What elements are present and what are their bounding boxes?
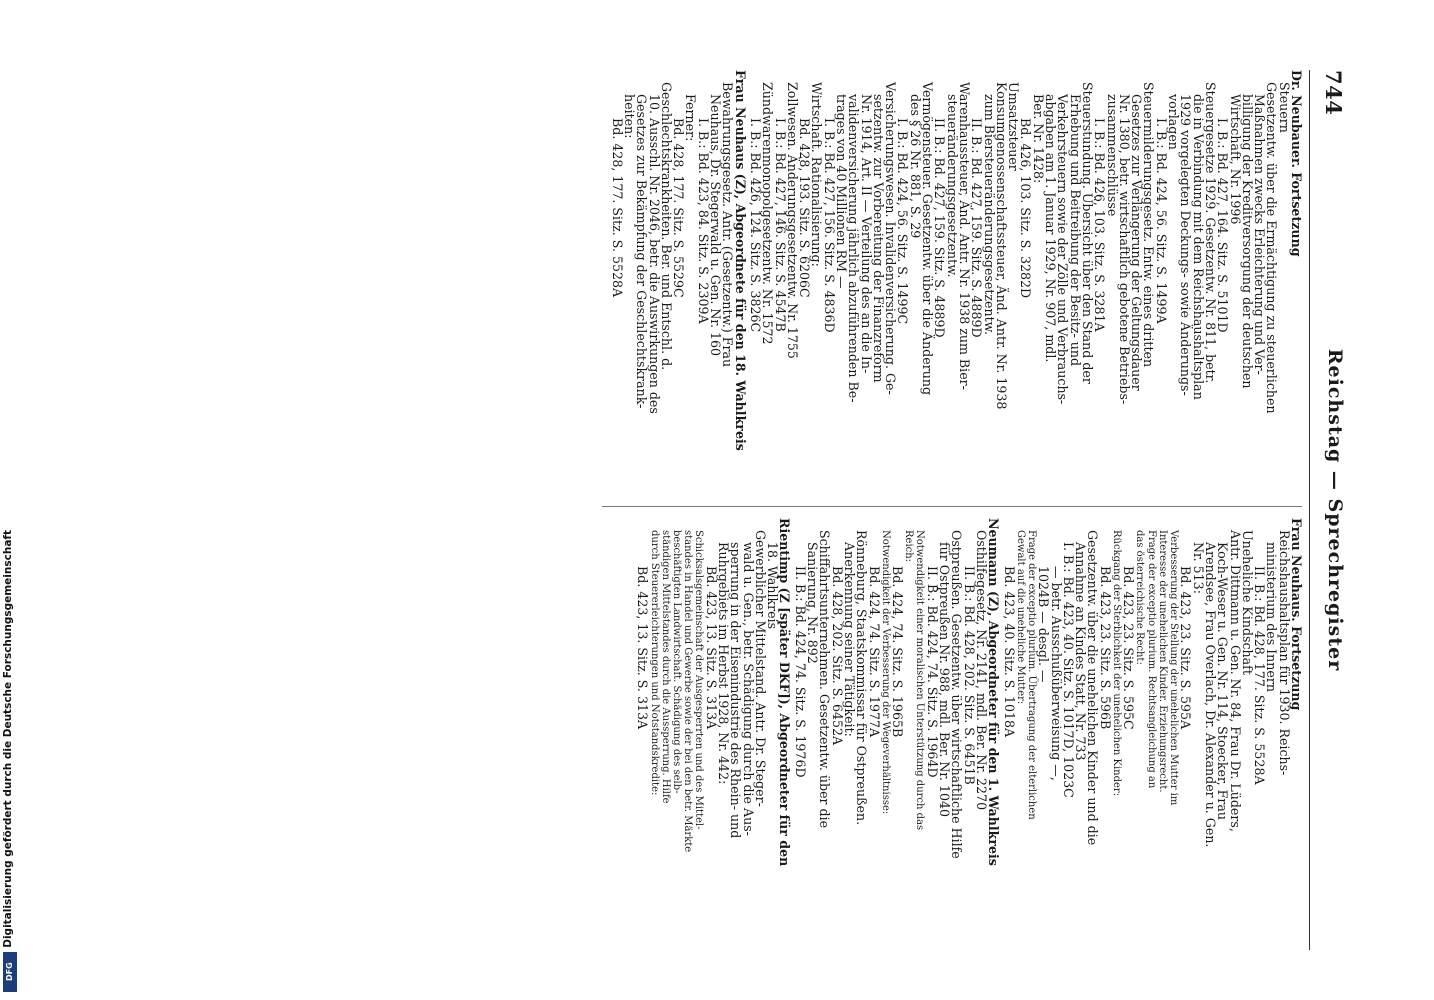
index-entry: Konsumgenossenschaftssteuer, Änd. Antr. Nr. 1938: [993, 82, 1009, 410]
index-entry: I. B.: Bd. 427, 146. Sitz. S. 4547B: [772, 118, 788, 332]
index-entry: Bd. 426, 103. Sitz. S. 3282D: [1018, 118, 1034, 299]
index-entry: I. B.: Bd. 424, 56. Sitz. S. 1499A: [1153, 118, 1169, 324]
index-entry: 10. Ausschl. Nr. 2046, betr. die Auswirkungen des: [646, 94, 662, 414]
index-entry: durch Steuererleichterungen und Notstandskredite:: [648, 530, 660, 796]
index-entry: II. B.: Bd. 428, 202. Sitz. S. 6451B: [961, 566, 977, 785]
index-entry: ständigen Mittelstandes durch die Aussperrung. Hilfe: [659, 530, 671, 804]
left-column: [610, 70, 1302, 510]
index-entry: Neuhaus, Dr. Stegerwald u. Gen. Nr. 160: [708, 94, 724, 357]
index-entry: Ruhrgebiets im Herbst 1928, Nr. 442:: [715, 542, 731, 785]
index-entry: Notwendigkeit einer moralischen Unterstützung durch das: [914, 530, 926, 831]
index-entry: Ber. Nr. 1428:: [1030, 94, 1046, 184]
index-entry: vorlagen: [1166, 94, 1182, 150]
index-entry: Schicksalsgemeinschaft der Ausgesperrten und des Mittel-: [693, 530, 705, 830]
index-entry: Bd. 428, 202. Sitz. S. 6452A: [829, 566, 845, 746]
index-entry: Zollwesen. Änderungsgesetzentw. Nr. 1755: [784, 82, 800, 359]
index-entry: sperrung in der Eisenindustrie des Rhein- und: [728, 542, 744, 839]
index-entry: Bd. 424, 74. Sitz. S. 1965B: [890, 566, 906, 738]
column-divider: [602, 506, 1302, 507]
index-entry: Steuergesetze 1929. Gesetzentw. Nr. 811, betr.: [1202, 82, 1218, 384]
index-entry: Osthilfegesetz, Nr. 2141, mdl. Ber. Nr. 2270: [973, 530, 989, 811]
index-entry: Ferner:: [683, 94, 699, 142]
page-header: [1306, 70, 1346, 950]
index-entry: Koch-Weser u. Gen. Nr. 114, Stoecker, Frau: [1215, 542, 1231, 821]
index-entry: Bd. 424, 74. Sitz. S. 1977A: [866, 566, 882, 738]
index-entry: Sanierung, Nr. 892: [805, 542, 821, 664]
speaker-heading: Frau Neuhaus (Z), Abgeordnete für den 18. Wahlkreis: [732, 70, 748, 451]
index-entry: 1929 vorgelegten Deckungs- sowie Änderungs-: [1178, 94, 1194, 396]
index-entry: Geschlechtskrankheiten. Ber. und Entschl. d.: [658, 82, 674, 371]
index-entry: Verkehrsteuern sowie der Zölle und Verbrauchs-: [1055, 94, 1071, 405]
index-entry: Erhebung und Beitreibung der Besitz- und: [1067, 94, 1083, 367]
index-entry: für Ostpreußen Nr. 988, mdl. Ber. Nr. 1040: [937, 542, 953, 818]
index-entry: Steuern: [1276, 82, 1292, 133]
index-entry: trages von 40 Millionen RM —: [834, 94, 850, 289]
index-entry: Anerkennung seiner Tätigkeit:: [841, 542, 857, 737]
index-entry: wald u. Gen., betr. Schädigung durch die Aus-: [740, 542, 756, 836]
index-entry: Rönneburg, Staatskommissar für Ostpreußen.: [854, 530, 870, 826]
speaker-heading: Dr. Neubauer. Fortsetzung: [1289, 70, 1304, 257]
speaker-heading: Frau Neuhaus. Fortsetzung: [1289, 518, 1304, 711]
index-entry: I. B.: Bd. 427, 164. Sitz. S. 5101D: [1215, 118, 1231, 333]
index-entry: Bd. 423, 13. Sitz. S. 313A: [703, 566, 719, 730]
index-entry: Frage der exceptio plurium. Rechtsangleichung an: [1145, 530, 1157, 789]
index-entry: Nr. 1380, betr. wirtschaftlich gebotene Betriebs-: [1116, 94, 1132, 405]
index-entry: Rückgang der Sterblichkeit der unehelichen Kinder:: [1110, 530, 1122, 797]
index-entry: zum Biersteueränderungsgesetzentw.: [981, 94, 997, 335]
index-entry: validenversicherung jährlich abzuführenden Be-: [846, 94, 862, 403]
index-entry: Verbesserung der Stellung der unehelichen Mutter im: [1168, 530, 1180, 806]
index-entry: Bd. 428, 177. Sitz. S. 5528A: [609, 118, 625, 298]
index-entry: Uneheliche Kindschaft: [1239, 530, 1255, 675]
index-entry: Umsatzsteuer: [1006, 82, 1022, 171]
index-entry: Gesetzentw. über die Ermächtigung zu steuerlichen: [1264, 82, 1280, 414]
index-entry: Bd. 423, 13. Sitz. S. 313A: [635, 566, 651, 730]
digitization-footer: [2, 0, 18, 1000]
right-column: [636, 518, 1302, 958]
index-entry: Versicherungswesen. Invalidenversicherung. Ge-: [883, 82, 899, 395]
index-entry: II. B.: Bd. 424, 74. Sitz. S. 1976D: [792, 566, 808, 778]
index-entry: Ostpreußen. Gesetzentw. über wirtschaftliche Hilfe: [949, 530, 965, 859]
index-entry: — betr. Ausschußüberweisung —,: [1048, 566, 1064, 781]
index-entry: Warenhaussteuer, Änd. Antr. Nr. 1938 zum Bier-: [956, 82, 972, 390]
index-entry: II. B.: Bd. 427, 159. Sitz. S. 4889D: [969, 118, 985, 338]
index-entry: Annahme an Kindes Statt, Nr. 733: [1073, 542, 1089, 761]
index-entry: Gewalt auf die uneheliche Mutter:: [1014, 530, 1026, 705]
index-entry: Steuerstundung. Übersicht über den Stand der: [1079, 82, 1095, 384]
index-entry: Reichshaushaltsplan für 1930. Reichs-: [1276, 530, 1292, 776]
index-entry: Bd. 423, 40. Sitz. S. 1018A: [1001, 566, 1017, 738]
index-entry: 1024B — desgl. —: [1036, 566, 1052, 683]
index-entry: I. B.: Bd. 426, 124. Sitz. S. 3826C: [747, 118, 763, 333]
index-entry: Frage der exceptio plurium. Übertragung der elterlichen: [1025, 530, 1037, 820]
index-entry: Bd. 423, 23. Sitz. S. 595C: [1121, 566, 1137, 730]
index-entry: Bd. 423, 23. Sitz. S. 595A: [1178, 566, 1194, 730]
index-entry: setzentw. zur Vorbereitung der Finanzreform: [870, 94, 886, 383]
index-entry: das österreichische Recht:: [1134, 530, 1146, 665]
index-entry: steueränderungsgesetzentw.: [944, 94, 960, 278]
index-entry: Reich:: [903, 530, 915, 563]
index-entry: Gesetzes zur Bekämpfung der Geschlechtskrank-: [634, 94, 650, 409]
index-entry: des § 26 Nr. 881, S. 29: [907, 94, 923, 239]
index-entry: Interesse der unehelichen Kinder. Erziehungsrecht.: [1156, 530, 1168, 793]
index-entry: I. B.: Bd. 423, 40. Sitz. S. 1017D, 1023C: [1060, 542, 1076, 798]
footer-credit: Digitalisierung gefördert durch die Deutsche Forschungsgemeinschaft: [2, 530, 14, 948]
index-entry: Vermögensteuer. Gesetzentw. über die Änderung: [920, 82, 936, 396]
index-entry: Wirtschaft, Nr. 1996: [1227, 94, 1243, 225]
index-entry: standes in Handel und Gewerbe sowie der bei den betr. Märkte: [682, 530, 694, 853]
running-title: Reichstag — Sprechregister: [1324, 348, 1346, 672]
index-entry: I. B.: Bd. 424, 56. Sitz. S. 1499C: [895, 118, 911, 325]
index-entry: I. B.: Bd. 423, 84. Sitz. S. 2309A: [695, 118, 711, 324]
index-entry: I. B.: Bd. 427, 156. Sitz. S. 4836D: [821, 118, 837, 333]
index-entry: Notwendigkeit der Verbesserung der Wegeverhältnisse:: [879, 530, 891, 815]
index-entry: Steuermilderungsgesetz. Entw. eines dritten: [1141, 82, 1157, 368]
index-entry: beschäftigten Landwirtschaft. Schädigung des selb-: [670, 530, 682, 794]
index-entry: Bd. 423, 23. Sitz. S. 596B: [1097, 566, 1113, 730]
index-entry: Gesetzentw. über die unehelichen Kinder und die: [1085, 530, 1101, 846]
index-entry: Nr. 1914, Art. II — Verteilung des an die In-: [858, 94, 874, 374]
index-entry: Gewerblicher Mittelstand. Antr. Dr. Steger-: [752, 530, 768, 807]
index-entry: II. B.: Bd. 424, 74. Sitz. S. 1964D: [924, 566, 940, 778]
index-entry: 18. Wahlkreis: [765, 542, 781, 630]
dfg-logo: DFG: [3, 952, 17, 992]
index-entry: II. B.: Bd. 427, 159. Sitz. S. 4889D: [932, 118, 948, 338]
index-entry: abgaben am 1. Januar 1929, Nr. 907, mdl.: [1043, 94, 1059, 363]
speaker-heading: Neumann (Z), Abgeordneter für den 1. Wahlkreis: [986, 518, 1002, 866]
index-entry: Bd. 428, 193. Sitz. S. 6206C: [797, 118, 813, 298]
index-entry: Wirtschaft. Rationalisierung:: [809, 82, 825, 267]
header-rule: [1309, 70, 1310, 950]
index-entry: Gesetzes zur Verlängerung der Geltungsdauer: [1129, 94, 1145, 391]
index-entry: Nr. 513:: [1190, 542, 1206, 594]
index-entry: ministerium des Innern: [1264, 542, 1280, 692]
index-entry: Schiffahrtsunternehmen. Gesetzentw. über die: [817, 530, 833, 829]
index-entry: Bewahrungsgesetz. Antr. (Gesetzentw.) Frau: [720, 82, 736, 368]
index-entry: Arendsee, Frau Overlach, Dr. Alexander u. Gen.: [1202, 542, 1218, 848]
index-entry: I. B.: Bd. 426, 103. Sitz. S. 3281A: [1092, 118, 1108, 332]
page-number: 744: [1321, 70, 1346, 116]
index-entry: heiten:: [621, 94, 637, 139]
index-entry: Bd. 428, 177. Sitz. S. 5529C: [671, 118, 687, 298]
speaker-heading: Rientimp (Z [später DKF]), Abgeordneter für den: [777, 518, 793, 867]
index-entry: Maßnahmen zwecks Erleichterung und Ver-: [1252, 94, 1268, 375]
index-entry: Antr. Dittmann u. Gen. Nr. 84, Frau Dr. Lüders,: [1227, 530, 1243, 832]
index-entry: zusammenschlüsse: [1104, 94, 1120, 217]
index-entry: billigung der Kreditversorgung der deutschen: [1239, 94, 1255, 389]
index-entry: II. B.: Bd. 428, 177. Sitz. S. 5528A: [1252, 566, 1268, 785]
index-entry: die in Verbindung mit dem Reichshaushaltsplan: [1190, 94, 1206, 400]
index-entry: Zündwarenmonopolgesetzentw. Nr. 1572: [760, 82, 776, 345]
